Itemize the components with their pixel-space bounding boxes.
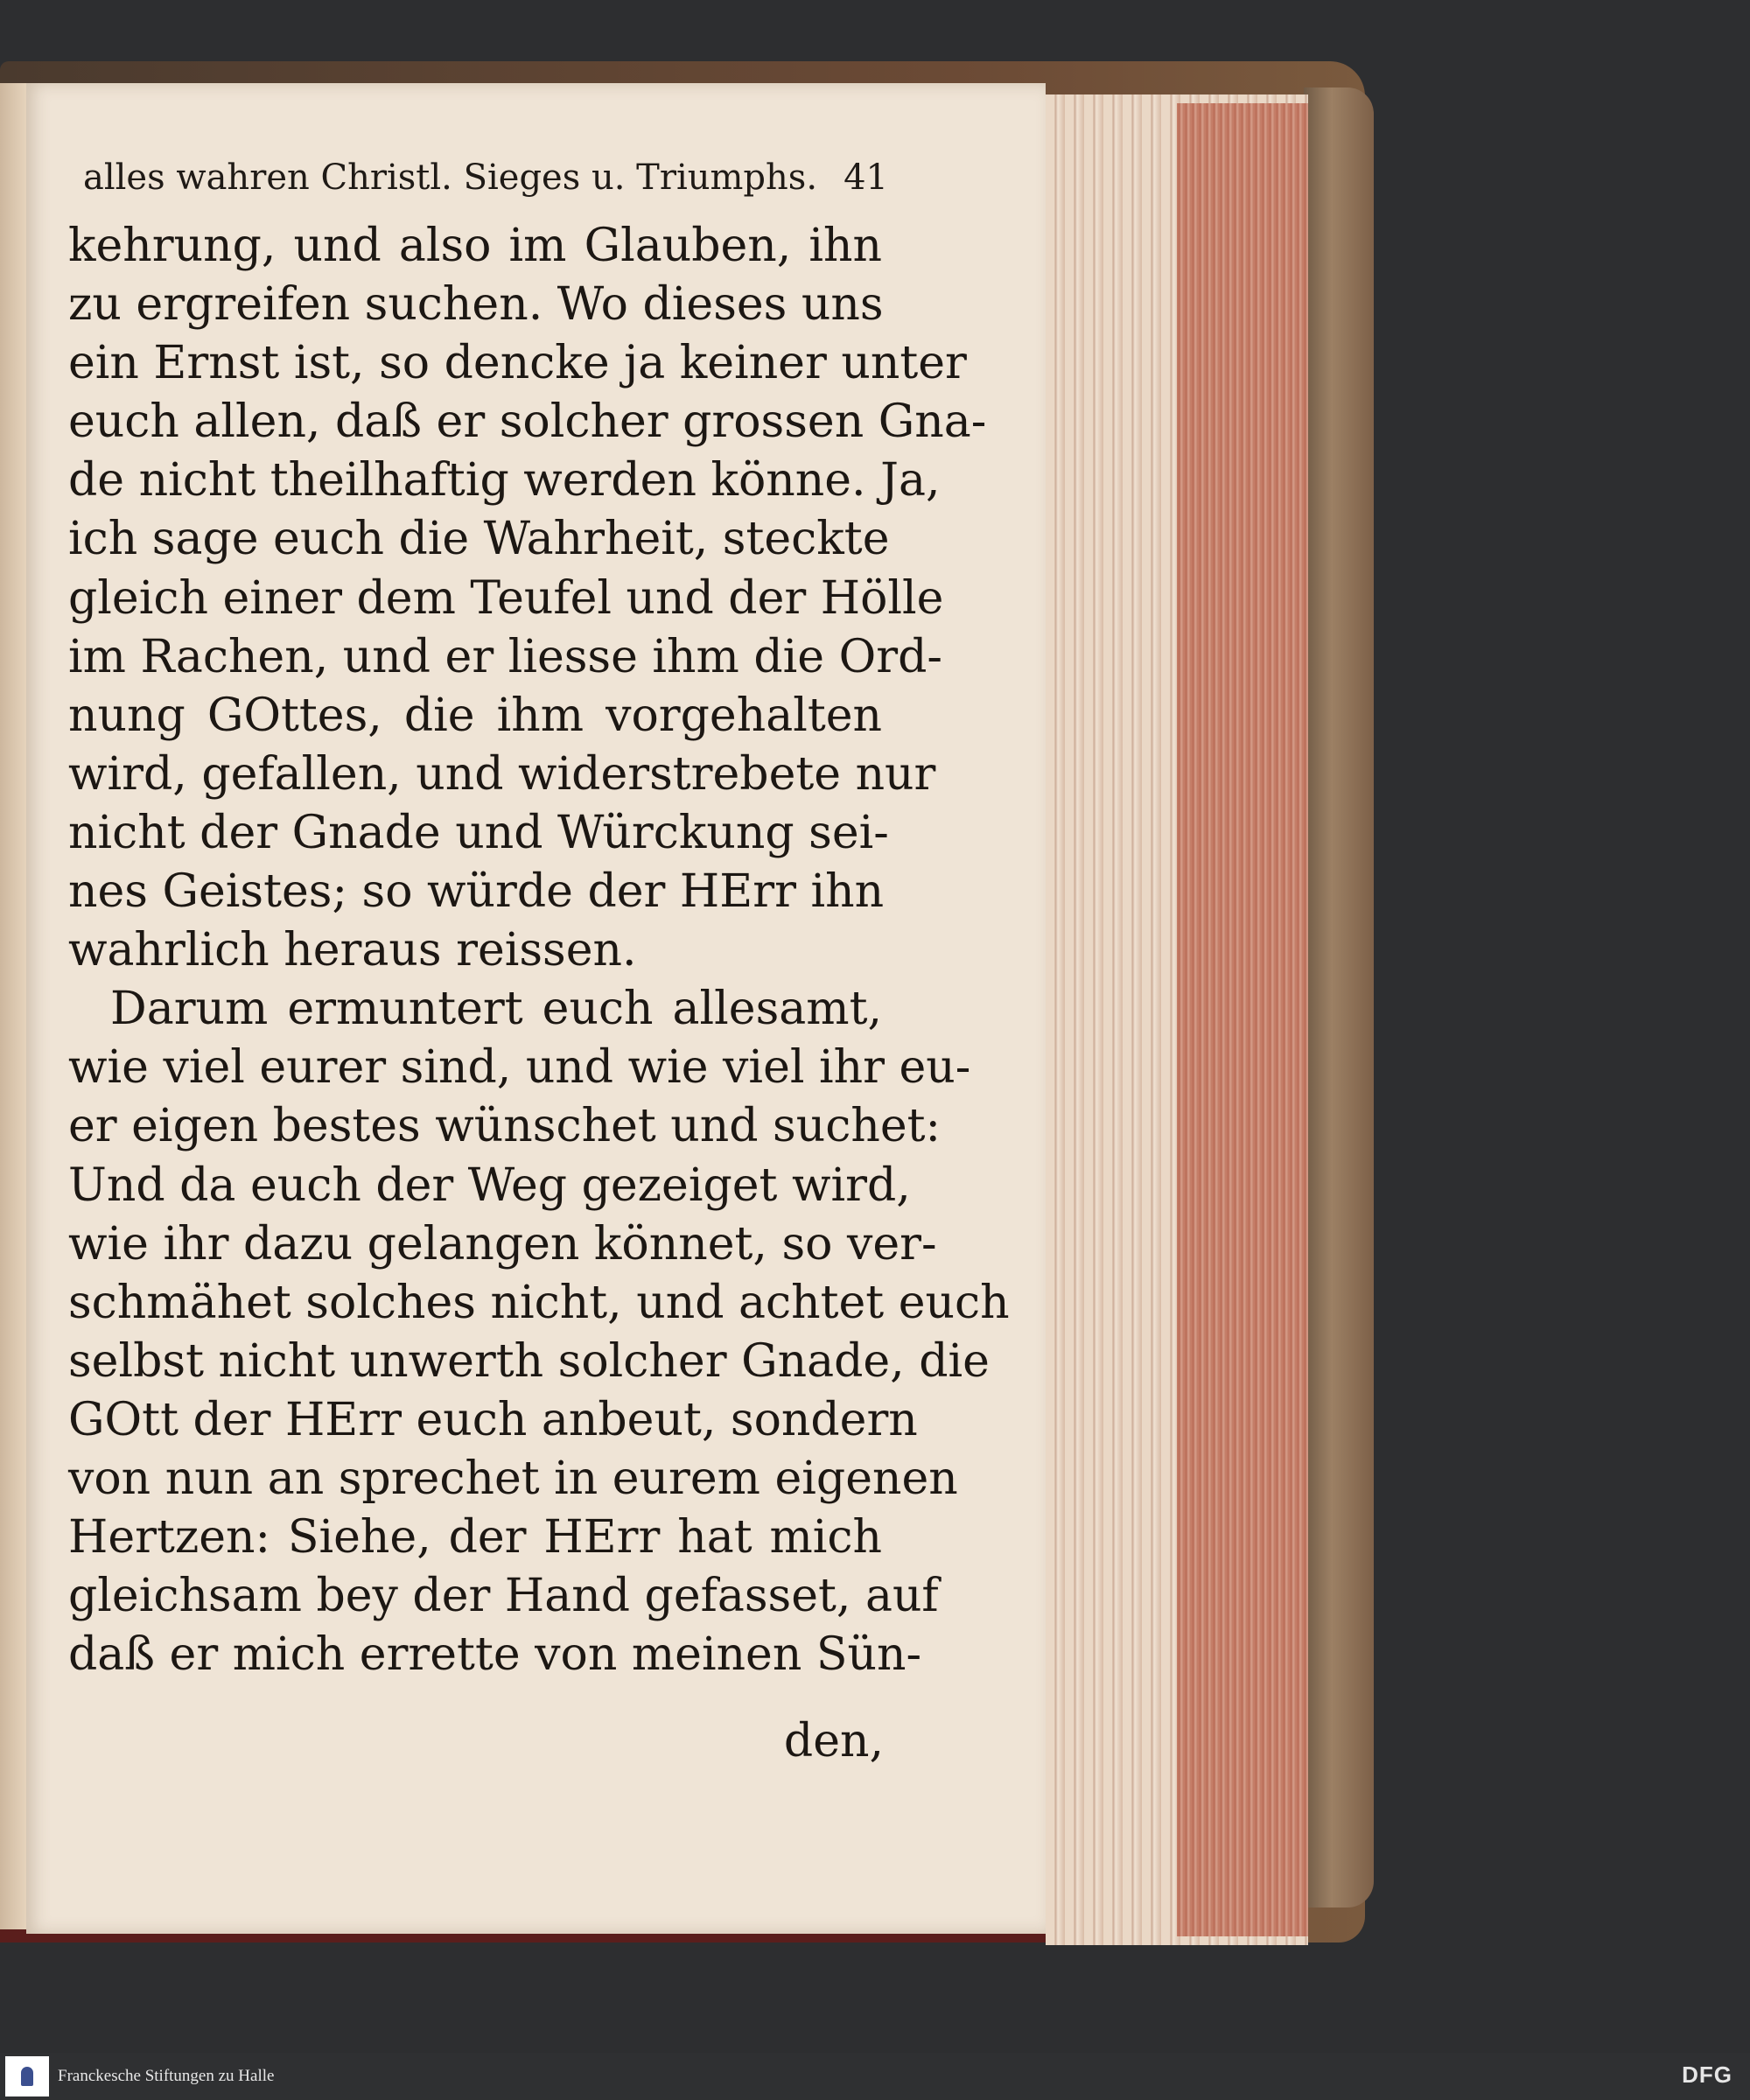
text-line: wird, gefallen, und widerstrebete nur — [68, 747, 936, 801]
text-line: ich sage euch die Wahrheit, steckte — [68, 513, 890, 566]
francke-foundations-logo-icon — [5, 2056, 49, 2096]
text-line: kehrung, und also im Glauben, ihn — [68, 220, 882, 272]
text-line: nes Geistes; so würde der HErr ihn — [68, 865, 885, 919]
text-line: de nicht theilhaftig werden könne. Ja, — [68, 454, 941, 508]
text-line: nicht der Gnade und Würckung sei- — [68, 806, 889, 859]
red-page-edges — [1177, 103, 1308, 1936]
running-head-title: alles wahren Christl. Sieges u. Triumphs. — [83, 158, 818, 198]
text-line: wie ihr dazu gelangen könnet, so ver- — [68, 1217, 937, 1270]
text-line: gleichsam bey der Hand gefasset, auf — [68, 1570, 939, 1623]
dfg-logo: DFG — [1682, 2062, 1732, 2088]
text-line: wie viel eurer sind, und wie viel ihr eu- — [68, 1041, 971, 1095]
running-head — [83, 158, 888, 198]
text-line: daß er mich errette von meinen Sün- — [68, 1628, 922, 1682]
catchword: den, — [783, 1715, 884, 1768]
text-line: er eigen bestes wünschet und suchet: — [68, 1100, 942, 1153]
text-line: ein Ernst ist, so dencke ja keiner unter — [68, 337, 967, 390]
text-line: gleich einer dem Teufel und der Hölle — [68, 571, 944, 625]
text-line: schmähet solches nicht, und achtet euch — [68, 1276, 1010, 1329]
book-fore-edge-cover — [1304, 88, 1374, 1908]
text-line: zu ergreifen suchen. Wo dieses uns — [68, 278, 884, 332]
text-line: Und da euch der Weg gezeiget wird, — [68, 1158, 911, 1212]
page-number: 41 — [844, 158, 888, 198]
text-line: GOtt der HErr euch anbeut, sondern — [68, 1393, 918, 1446]
footer-bar — [0, 2053, 1750, 2100]
text-line: von nun an sprechet in eurem eigenen — [68, 1452, 958, 1505]
text-line: nung GOttes, die ihm vorgehalten — [68, 689, 882, 742]
text-line: Hertzen: Siehe, der HErr hat mich — [68, 1511, 882, 1564]
text-line: im Rachen, und er liesse ihm die Ord- — [68, 630, 942, 683]
text-line: selbst nicht unwerth solcher Gnade, die — [68, 1334, 990, 1388]
text-line: euch allen, daß er solcher grossen Gna- — [68, 396, 987, 449]
page-body-text — [68, 217, 1010, 1684]
text-line: Darum ermuntert euch allesamt, — [110, 983, 882, 1036]
text-line: wahrlich heraus reissen. — [68, 924, 637, 977]
institution-name: Franckesche Stiftungen zu Halle — [58, 2067, 275, 2085]
